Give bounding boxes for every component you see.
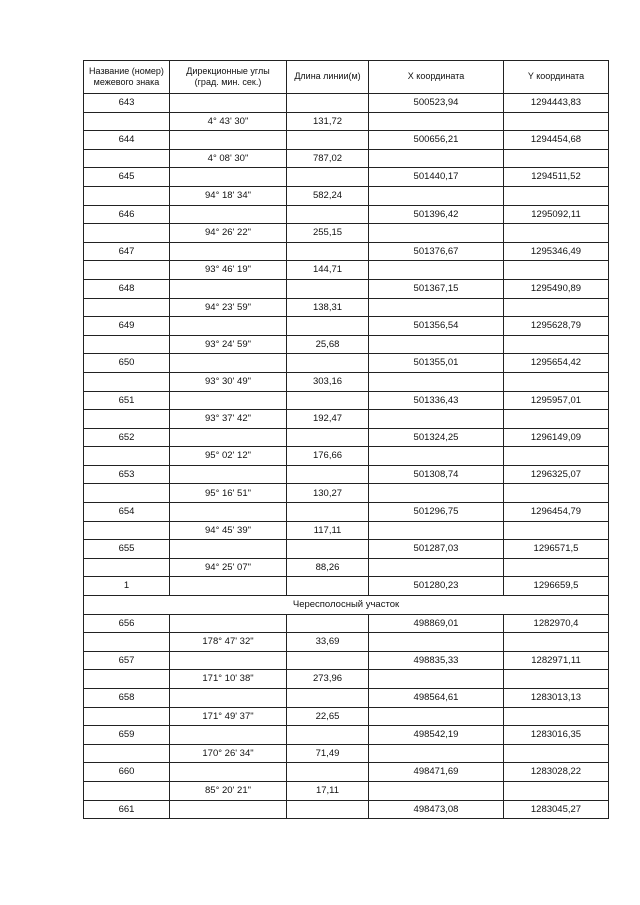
length-cell [287, 242, 369, 261]
angle-cell [170, 131, 287, 150]
table-row [84, 205, 609, 224]
y-coordinate-cell [504, 558, 609, 577]
length-cell: 273,96 [287, 670, 369, 689]
point-name-cell: 655 [84, 540, 170, 559]
table-body [84, 94, 609, 819]
angle-cell [170, 800, 287, 819]
y-coordinate-cell: 1283028,22 [504, 763, 609, 782]
angle-cell [170, 614, 287, 633]
point-name-cell [84, 298, 170, 317]
x-coordinate-cell [369, 149, 504, 168]
length-cell [287, 614, 369, 633]
angle-cell: 171° 10' 38" [170, 670, 287, 689]
length-cell: 71,49 [287, 744, 369, 763]
point-name-cell [84, 224, 170, 243]
point-name-cell [84, 186, 170, 205]
x-coordinate-cell: 500523,94 [369, 94, 504, 113]
table-row [84, 670, 609, 689]
x-coordinate-cell: 498835,33 [369, 651, 504, 670]
angle-cell [170, 94, 287, 113]
y-coordinate-cell: 1283013,13 [504, 689, 609, 708]
table-row [84, 298, 609, 317]
angle-cell: 94° 45' 39" [170, 521, 287, 540]
angle-cell [170, 763, 287, 782]
point-name-cell: 652 [84, 428, 170, 447]
point-name-cell: 1 [84, 577, 170, 596]
table-row [84, 744, 609, 763]
angle-cell: 4° 08' 30" [170, 149, 287, 168]
y-coordinate-cell [504, 670, 609, 689]
point-name-cell [84, 744, 170, 763]
angle-cell: 95° 02' 12" [170, 447, 287, 466]
table-row [84, 186, 609, 205]
length-cell: 303,16 [287, 372, 369, 391]
table-row [84, 261, 609, 280]
boundary-coordinates-table [83, 60, 609, 819]
header-length: Длина линии(м) [287, 61, 369, 94]
point-name-cell [84, 633, 170, 652]
angle-cell [170, 577, 287, 596]
point-name-cell [84, 149, 170, 168]
x-coordinate-cell [369, 707, 504, 726]
length-cell [287, 651, 369, 670]
angle-cell: 85° 20' 21" [170, 781, 287, 800]
x-coordinate-cell [369, 224, 504, 243]
header-angle: Дирекционные углы (град. мин. сек.) [170, 61, 287, 94]
table-row [84, 335, 609, 354]
angle-cell: 93° 37' 42" [170, 410, 287, 429]
angle-cell: 93° 30' 49" [170, 372, 287, 391]
y-coordinate-cell: 1295092,11 [504, 205, 609, 224]
angle-cell: 170° 26' 34" [170, 744, 287, 763]
point-name-cell: 654 [84, 503, 170, 522]
table-row [84, 800, 609, 819]
y-coordinate-cell [504, 186, 609, 205]
table-row [84, 168, 609, 187]
table-row [84, 94, 609, 113]
point-name-cell: 650 [84, 354, 170, 373]
x-coordinate-cell: 498471,69 [369, 763, 504, 782]
y-coordinate-cell: 1283045,27 [504, 800, 609, 819]
x-coordinate-cell: 501396,42 [369, 205, 504, 224]
x-coordinate-cell: 498473,08 [369, 800, 504, 819]
length-cell: 33,69 [287, 633, 369, 652]
length-cell [287, 503, 369, 522]
angle-cell [170, 540, 287, 559]
table-row [84, 633, 609, 652]
y-coordinate-cell [504, 261, 609, 280]
x-coordinate-cell [369, 670, 504, 689]
angle-cell [170, 689, 287, 708]
angle-cell: 94° 26' 22" [170, 224, 287, 243]
angle-cell [170, 726, 287, 745]
angle-cell: 95° 16' 51" [170, 484, 287, 503]
length-cell: 192,47 [287, 410, 369, 429]
angle-cell [170, 279, 287, 298]
point-name-cell [84, 372, 170, 391]
table-row [84, 484, 609, 503]
table-row [84, 131, 609, 150]
point-name-cell [84, 410, 170, 429]
table-row [84, 372, 609, 391]
x-coordinate-cell: 501324,25 [369, 428, 504, 447]
x-coordinate-cell [369, 558, 504, 577]
angle-cell: 93° 46' 19" [170, 261, 287, 280]
table-row [84, 614, 609, 633]
table-row [84, 726, 609, 745]
y-coordinate-cell [504, 744, 609, 763]
x-coordinate-cell [369, 186, 504, 205]
y-coordinate-cell [504, 410, 609, 429]
y-coordinate-cell: 1294511,52 [504, 168, 609, 187]
length-cell: 255,15 [287, 224, 369, 243]
x-coordinate-cell [369, 372, 504, 391]
point-name-cell [84, 781, 170, 800]
angle-cell: 178° 47' 32" [170, 633, 287, 652]
length-cell: 787,02 [287, 149, 369, 168]
angle-cell: 94° 25' 07" [170, 558, 287, 577]
table-row [84, 317, 609, 336]
x-coordinate-cell: 501356,54 [369, 317, 504, 336]
x-coordinate-cell: 501280,23 [369, 577, 504, 596]
y-coordinate-cell: 1296659,5 [504, 577, 609, 596]
header-row [84, 61, 609, 94]
angle-cell [170, 503, 287, 522]
length-cell: 138,31 [287, 298, 369, 317]
section-label: Чересполосный участок [84, 596, 609, 615]
header-name: Название (номер) межевого знака [84, 61, 170, 94]
y-coordinate-cell: 1295957,01 [504, 391, 609, 410]
table-row [84, 503, 609, 522]
table-row [84, 651, 609, 670]
y-coordinate-cell: 1283016,35 [504, 726, 609, 745]
length-cell [287, 577, 369, 596]
y-coordinate-cell [504, 372, 609, 391]
x-coordinate-cell [369, 112, 504, 131]
point-name-cell [84, 112, 170, 131]
x-coordinate-cell: 500656,21 [369, 131, 504, 150]
length-cell [287, 726, 369, 745]
point-name-cell: 657 [84, 651, 170, 670]
y-coordinate-cell [504, 112, 609, 131]
point-name-cell: 645 [84, 168, 170, 187]
y-coordinate-cell: 1295654,42 [504, 354, 609, 373]
table-row [84, 112, 609, 131]
table-row [84, 558, 609, 577]
point-name-cell [84, 521, 170, 540]
point-name-cell [84, 670, 170, 689]
angle-cell [170, 354, 287, 373]
x-coordinate-cell: 501376,67 [369, 242, 504, 261]
point-name-cell: 643 [84, 94, 170, 113]
x-coordinate-cell: 501367,15 [369, 279, 504, 298]
point-name-cell [84, 447, 170, 466]
x-coordinate-cell [369, 261, 504, 280]
angle-cell: 94° 23' 59" [170, 298, 287, 317]
length-cell [287, 540, 369, 559]
y-coordinate-cell: 1295490,89 [504, 279, 609, 298]
section-row [84, 596, 609, 615]
point-name-cell: 649 [84, 317, 170, 336]
length-cell [287, 168, 369, 187]
angle-cell [170, 428, 287, 447]
angle-cell: 93° 24' 59" [170, 335, 287, 354]
y-coordinate-cell: 1296325,07 [504, 465, 609, 484]
y-coordinate-cell: 1296571,5 [504, 540, 609, 559]
x-coordinate-cell: 501355,01 [369, 354, 504, 373]
angle-cell [170, 205, 287, 224]
length-cell: 88,26 [287, 558, 369, 577]
table-row [84, 428, 609, 447]
y-coordinate-cell: 1296149,09 [504, 428, 609, 447]
point-name-cell [84, 261, 170, 280]
angle-cell [170, 391, 287, 410]
header-x: X координата [369, 61, 504, 94]
x-coordinate-cell: 498869,01 [369, 614, 504, 633]
y-coordinate-cell [504, 149, 609, 168]
length-cell: 17,11 [287, 781, 369, 800]
angle-cell: 94° 18' 34" [170, 186, 287, 205]
point-name-cell: 644 [84, 131, 170, 150]
y-coordinate-cell: 1295346,49 [504, 242, 609, 261]
point-name-cell [84, 558, 170, 577]
y-coordinate-cell [504, 781, 609, 800]
length-cell: 130,27 [287, 484, 369, 503]
y-coordinate-cell [504, 707, 609, 726]
length-cell [287, 205, 369, 224]
point-name-cell [84, 335, 170, 354]
y-coordinate-cell [504, 521, 609, 540]
point-name-cell: 648 [84, 279, 170, 298]
length-cell: 582,24 [287, 186, 369, 205]
x-coordinate-cell [369, 410, 504, 429]
length-cell [287, 763, 369, 782]
table-row [84, 577, 609, 596]
table-row [84, 242, 609, 261]
point-name-cell: 656 [84, 614, 170, 633]
point-name-cell: 646 [84, 205, 170, 224]
y-coordinate-cell [504, 298, 609, 317]
length-cell [287, 94, 369, 113]
angle-cell [170, 242, 287, 261]
length-cell: 131,72 [287, 112, 369, 131]
length-cell [287, 465, 369, 484]
y-coordinate-cell: 1294454,68 [504, 131, 609, 150]
point-name-cell: 659 [84, 726, 170, 745]
table-row [84, 707, 609, 726]
point-name-cell [84, 484, 170, 503]
table-row [84, 224, 609, 243]
table-row [84, 354, 609, 373]
x-coordinate-cell [369, 633, 504, 652]
y-coordinate-cell [504, 335, 609, 354]
length-cell [287, 689, 369, 708]
x-coordinate-cell: 501287,03 [369, 540, 504, 559]
length-cell: 144,71 [287, 261, 369, 280]
x-coordinate-cell [369, 447, 504, 466]
table-row [84, 521, 609, 540]
angle-cell: 171° 49' 37" [170, 707, 287, 726]
x-coordinate-cell [369, 781, 504, 800]
x-coordinate-cell: 501440,17 [369, 168, 504, 187]
table-row [84, 763, 609, 782]
point-name-cell: 653 [84, 465, 170, 484]
y-coordinate-cell: 1294443,83 [504, 94, 609, 113]
length-cell [287, 317, 369, 336]
point-name-cell: 661 [84, 800, 170, 819]
x-coordinate-cell: 498564,61 [369, 689, 504, 708]
point-name-cell: 651 [84, 391, 170, 410]
x-coordinate-cell [369, 298, 504, 317]
header-y: Y координата [504, 61, 609, 94]
table-row [84, 781, 609, 800]
x-coordinate-cell [369, 484, 504, 503]
x-coordinate-cell: 501296,75 [369, 503, 504, 522]
point-name-cell [84, 707, 170, 726]
point-name-cell: 658 [84, 689, 170, 708]
x-coordinate-cell: 498542,19 [369, 726, 504, 745]
table-row [84, 465, 609, 484]
length-cell [287, 391, 369, 410]
point-name-cell: 660 [84, 763, 170, 782]
table-row [84, 447, 609, 466]
x-coordinate-cell [369, 335, 504, 354]
length-cell [287, 131, 369, 150]
y-coordinate-cell: 1296454,79 [504, 503, 609, 522]
table-row [84, 149, 609, 168]
table-row [84, 391, 609, 410]
length-cell [287, 354, 369, 373]
table-row [84, 279, 609, 298]
length-cell: 25,68 [287, 335, 369, 354]
point-name-cell: 647 [84, 242, 170, 261]
y-coordinate-cell: 1282970,4 [504, 614, 609, 633]
x-coordinate-cell: 501308,74 [369, 465, 504, 484]
x-coordinate-cell [369, 744, 504, 763]
x-coordinate-cell [369, 521, 504, 540]
length-cell [287, 428, 369, 447]
length-cell [287, 800, 369, 819]
angle-cell [170, 651, 287, 670]
length-cell [287, 279, 369, 298]
angle-cell [170, 168, 287, 187]
y-coordinate-cell: 1295628,79 [504, 317, 609, 336]
length-cell: 176,66 [287, 447, 369, 466]
y-coordinate-cell [504, 447, 609, 466]
x-coordinate-cell: 501336,43 [369, 391, 504, 410]
y-coordinate-cell [504, 484, 609, 503]
angle-cell [170, 317, 287, 336]
length-cell: 22,65 [287, 707, 369, 726]
table-row [84, 410, 609, 429]
length-cell: 117,11 [287, 521, 369, 540]
y-coordinate-cell [504, 224, 609, 243]
table-row [84, 540, 609, 559]
y-coordinate-cell: 1282971,11 [504, 651, 609, 670]
angle-cell: 4° 43' 30" [170, 112, 287, 131]
y-coordinate-cell [504, 633, 609, 652]
table-row [84, 689, 609, 708]
angle-cell [170, 465, 287, 484]
